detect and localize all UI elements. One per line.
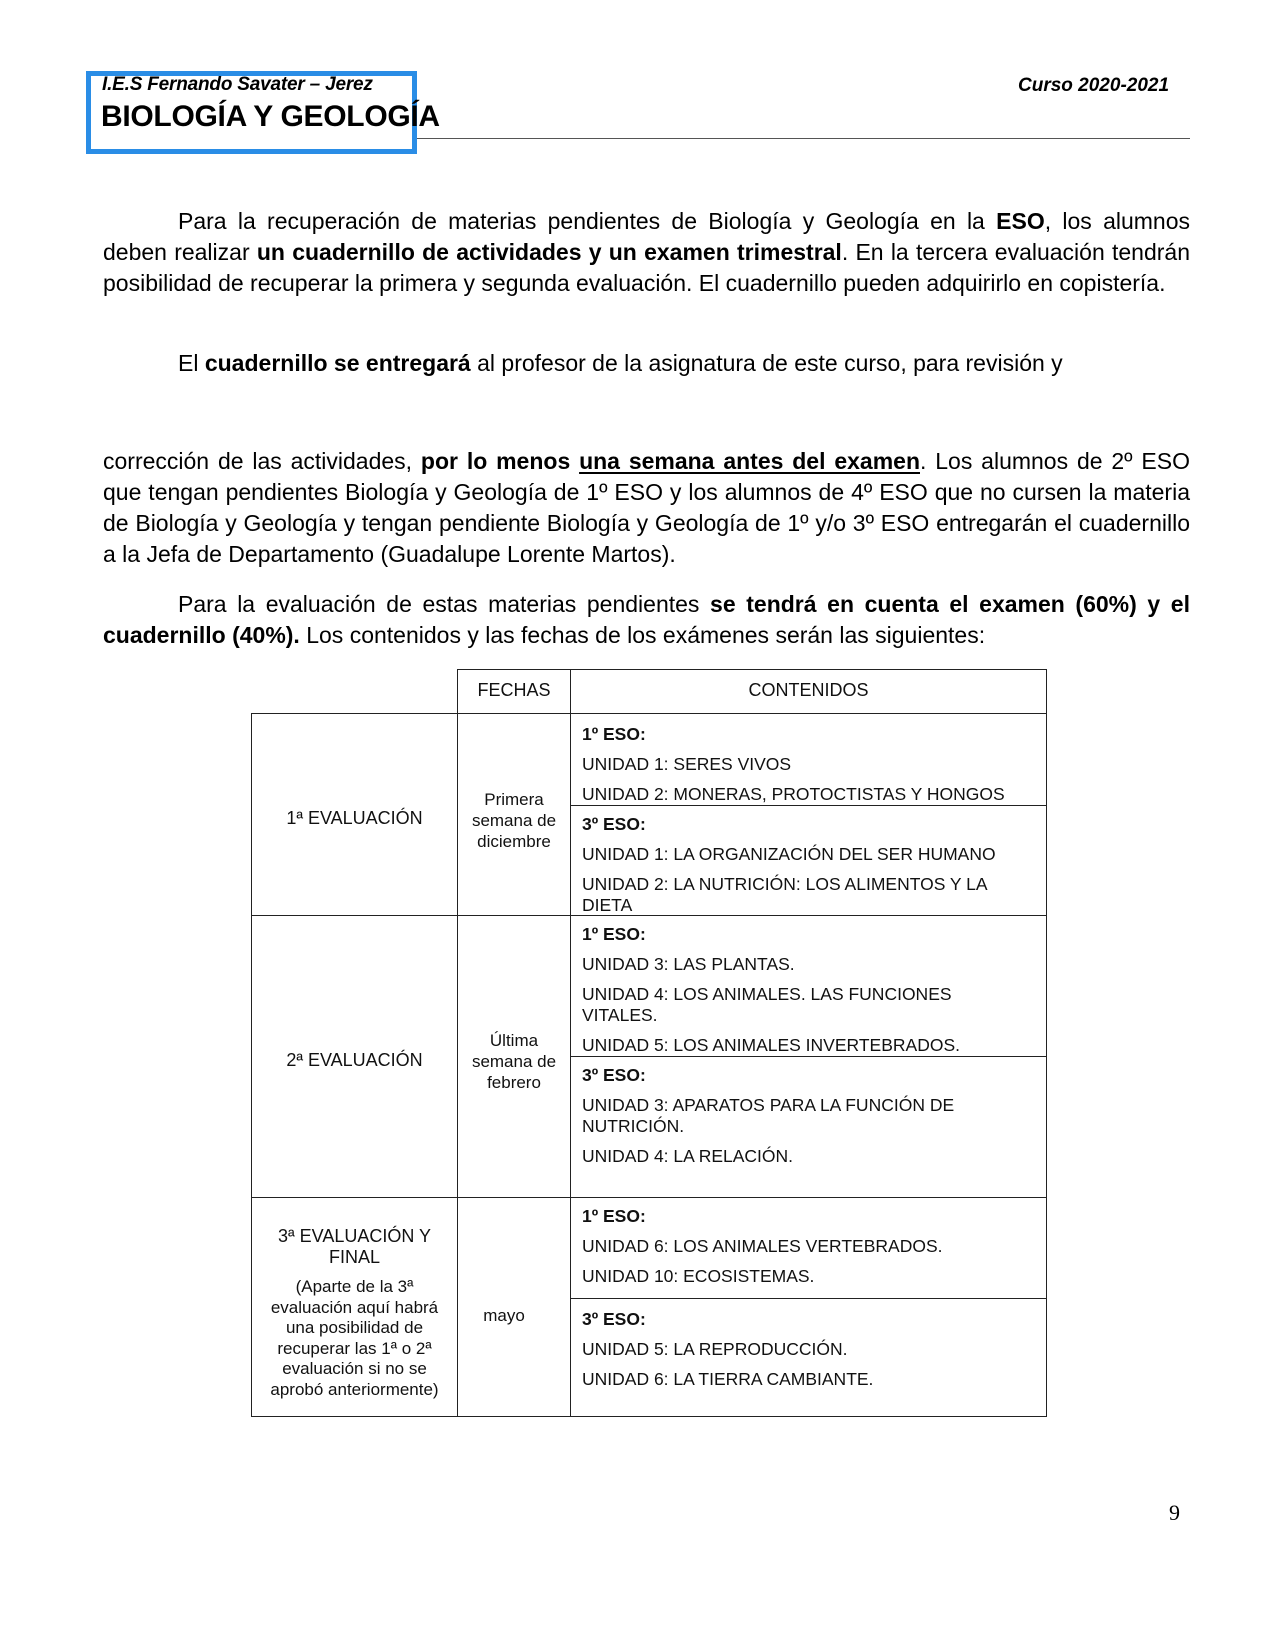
row-2-group-1: 1º ESO: UNIDAD 3: LAS PLANTAS. UNIDAD 4: LOS ANIMALES. LAS FUNCIONES VITALES. UNIDAD 5: LOS ANIMALES INVERTEBRADOS. bbox=[582, 924, 960, 1055]
table-line bbox=[251, 713, 1047, 714]
row-1-evaluation: 1ª EVALUACIÓN bbox=[286, 808, 423, 828]
table-line bbox=[251, 1416, 1047, 1417]
paragraph-recovery: Para la recuperación de materias pendientes de Biología y Geología en la ESO, los alumnos deben realizar un cuadernillo de actividades y un examen trimestral. En la tercera evaluación tendrán posibilidad de recuperar la primera y segunda evaluación. El cuadernillo pueden adquirirlo en copistería. bbox=[103, 208, 1191, 296]
row-3-group-2: 3º ESO: UNIDAD 5: LA REPRODUCCIÓN. UNIDAD 6: LA TIERRA CAMBIANTE. bbox=[582, 1309, 874, 1389]
row-1-date: Primera semana de diciembre bbox=[471, 790, 557, 851]
paragraph-evaluation: Para la evaluación de estas materias pendientes se tendrá en cuenta el examen (60%) y el cuadernillo (40%). Los contenidos y las fechas de los exámenes serán las siguientes: bbox=[103, 591, 1190, 648]
school-name: I.E.S Fernando Savater – Jerez bbox=[102, 74, 373, 95]
row-2-evaluation: 2ª EVALUACIÓN bbox=[286, 1050, 423, 1070]
row-3-group-1: 1º ESO: UNIDAD 6: LOS ANIMALES VERTEBRADOS. UNIDAD 10: ECOSISTEMAS. bbox=[582, 1206, 943, 1286]
subject-title: BIOLOGÍA Y GEOLOGÍA bbox=[101, 100, 440, 133]
table-line bbox=[457, 669, 1047, 670]
row-2-date: Última semana de febrero bbox=[471, 1031, 557, 1092]
course-year: Curso 2020-2021 bbox=[1018, 75, 1170, 96]
paragraph-delivery: El cuadernillo se entregará al profesor de la asignatura de este curso, para revisión y bbox=[178, 350, 1063, 376]
page-number: 9 bbox=[1169, 1500, 1180, 1525]
table-line bbox=[251, 1197, 1047, 1198]
row-3-evaluation: 3ª EVALUACIÓN Y FINAL bbox=[277, 1226, 432, 1267]
header-contenidos: CONTENIDOS bbox=[748, 680, 869, 700]
row-3-note: (Aparte de la 3ª evaluación aquí habrá una posibilidad de recuperar las 1ª o 2ª evaluación si no se aprobó anteriormente) bbox=[270, 1277, 439, 1399]
row-3-date: mayo bbox=[483, 1306, 525, 1325]
table-line bbox=[571, 1298, 1047, 1299]
table-line bbox=[570, 669, 571, 1417]
row-1-group-1: 1º ESO: UNIDAD 1: SERES VIVOS UNIDAD 2: MONERAS, PROTOCTISTAS Y HONGOS bbox=[582, 724, 1005, 804]
row-2-group-2: 3º ESO: UNIDAD 3: APARATOS PARA LA FUNCIÓN DE NUTRICIÓN. UNIDAD 4: LA RELACIÓN. bbox=[582, 1065, 955, 1166]
header-rule bbox=[417, 138, 1190, 139]
header-fechas: FECHAS bbox=[477, 680, 551, 700]
table-line bbox=[1046, 669, 1047, 1417]
paragraph-correction: corrección de las actividades, por lo menos una semana antes del examen. Los alumnos de 2º ESO que tengan pendientes Biología y Geología de 1º ESO y los alumnos de 4º ESO que no cursen la materia de Biología y Geología y tengan pendiente Biología y Geología de 1º y/o 3º ESO entregarán el cuadernillo a la Jefa de Departamento (Guadalupe Lorente Martos). bbox=[103, 448, 1190, 567]
row-1-group-2: 3º ESO: UNIDAD 1: LA ORGANIZACIÓN DEL SER HUMANO UNIDAD 2: LA NUTRICIÓN: LOS ALIMENTOS Y LA DIETA bbox=[582, 814, 996, 915]
